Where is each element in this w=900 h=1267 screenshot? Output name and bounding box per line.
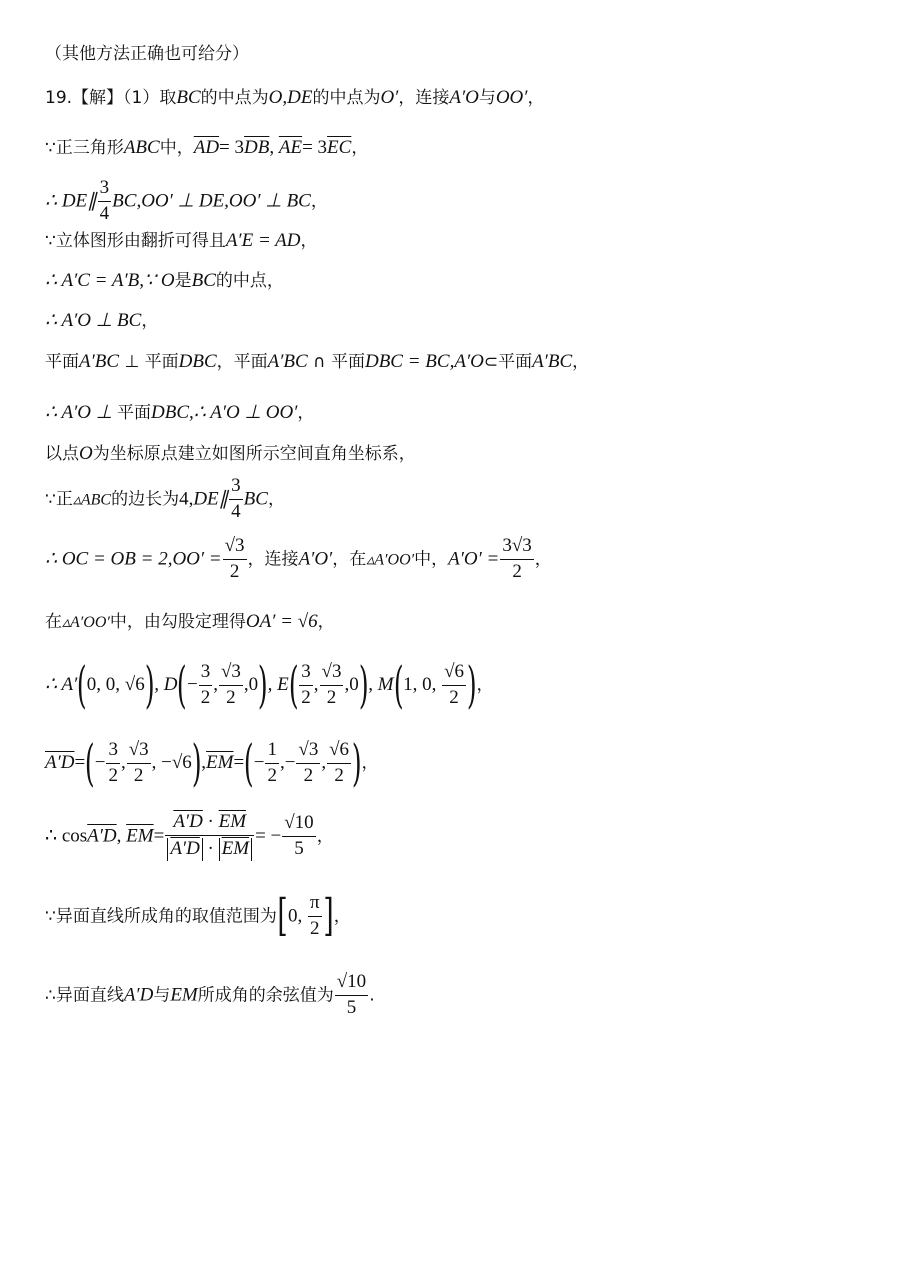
text: ， [267,489,285,510]
solution-line-7 [45,352,589,371]
solution-line-8 [45,403,314,422]
math: ∴ A′O ⊥ BC [45,310,142,331]
text: ， [351,138,369,158]
math: ▵ABC [72,491,112,509]
math: ABC [123,137,160,158]
math: = 3 [219,137,245,158]
fraction: $\frac{√3}{2}$ [220,660,241,708]
math: ∴ A′C = A′B,∵ O [45,270,175,291]
solution-line-2 [45,138,368,157]
solution-line-6 [45,311,158,330]
math: DBC [178,351,217,372]
vector: $\overline{AD}$ [193,137,220,158]
text: ，在 [332,549,367,570]
text: ， [310,191,328,212]
text: 中， [159,138,194,158]
text: ∩ 平面 [307,352,365,372]
fraction: $\frac{\pi}{2}$ [310,892,320,939]
vector: A′D [87,825,117,847]
text: 与 [478,88,496,108]
text: 是 [174,271,192,291]
math: A′D [123,984,154,1006]
text: 与 [153,985,171,1006]
math: EM [170,984,198,1006]
math: ∴ OC = OB = 2,OO′ = [45,548,222,570]
text: 所成角的余弦值为 [197,985,334,1006]
text: ∵立体图形由翻折可得且 [45,231,226,251]
math: A′BC [532,351,573,372]
text: ， [297,403,315,423]
vectors-line: A′D=(− $\frac{3}{2}$ , $\frac{√3}{2}$ , $-√6),\overline{EM}=(-$ $\frac{1}{2}$ ,− $\frac{√3}{2}$ , $\frac{√6}{2}$ )， [45,734,379,792]
math: BC [176,87,201,108]
math: OA′ = √6 [245,611,318,632]
text: ∵异面直线所成角的取值范围为 [45,906,277,927]
text: 中，由勾股定理得 [109,612,246,632]
fraction: $\frac{√6}{2}$ [444,660,465,708]
text: ，连接 [247,549,299,570]
math: ▵A′OO′ [62,614,110,631]
math: O [79,443,93,464]
math: A′E = AD [225,230,301,251]
fraction: $\frac{3}{2}$ [301,660,311,708]
math: ∴ DE∥ [45,190,97,212]
solution-line-9 [45,444,416,463]
fraction: $\frac{√6}{2}$ [329,738,350,786]
solution-line-10 [45,476,285,523]
solution-line-3 [45,178,328,225]
fraction: $\frac{3}{4}$ [99,177,110,224]
text: 中， [414,549,449,570]
fraction: $\frac{3}{2}$ [200,660,211,708]
text: ， [534,549,552,570]
fraction: $\frac{3}{2}$ [108,738,118,786]
fraction: $\frac{1}{2}$ [267,738,277,786]
math: DBC,∴ A′O ⊥ OO′ [151,402,298,423]
text: ， [317,612,335,632]
text: 的中点为 [312,88,381,108]
coordinates-line: ∴ A′(0, 0, √6), D(− $\frac{3}{2}$ , $\frac{√3}{2}$ ,0), E( $\frac{3}{2}$ , $\frac{√3}{2}$ ,0), M(1, 0, $\frac{√6}{2}$ )， [45,656,494,714]
vector: $\overline{DB}$ [244,137,270,158]
range-line: ∵异面直线所成角的取值范围为[0, $\frac{\pi}{2}$ ]， [45,890,351,942]
math: A′BC [267,351,308,372]
fraction: $\frac{√3}{2}$ [128,738,149,786]
cosine-line: ∴ cosA′D, $\overline{EM}=$ $\frac{A'D \cdot \overline{EM}}{A'D \cdot \overline{EM}}$ = − $\frac{√10}{5}$ ， [45,811,334,859]
text: 平面 [117,403,152,423]
solution-line-12 [45,612,335,631]
math: O,DE [268,87,313,108]
math: DBC = BC,A′O [364,351,484,372]
text: ∵正 [45,489,73,510]
math: BC,OO′ ⊥ DE,OO′ ⊥ BC [112,190,311,212]
fraction: $\frac{√3}{2}$ [321,660,342,708]
text: 为坐标原点建立如图所示空间直角坐标系， [92,444,416,464]
solution-line-11 [45,536,552,583]
fraction: $\frac{A'D \cdot \overline{EM}}{A'D \cdot \overline{EM}}$ [165,812,254,861]
text: ⊥ 平面 [119,352,179,372]
vector: $\overline{AE}$ [278,137,303,158]
note-line [45,46,249,63]
note-text: （其他方法正确也可给分） [45,44,249,64]
problem-header: 19.【解】（1）取 [45,88,177,108]
math: BC [243,488,268,510]
text: ∴异面直线 [45,985,124,1006]
text: 以点 [45,444,79,464]
math: A′O [449,87,479,108]
text: ， [300,231,318,251]
fraction: $\frac{3}{4}$ [231,475,241,522]
text: 的中点， [215,271,284,291]
text: 在 [45,612,62,632]
vector: $\overline{EM}$ [206,752,234,773]
conclusion-line: ∴异面直线A′D与EM所成角的余弦值为 $\frac{√10}{5}$ . [45,971,375,1018]
text: 的边长为 [111,489,180,510]
vector: A′D [45,752,75,773]
math: OO′ [495,87,528,108]
solution-line-5 [45,271,284,290]
text: 的中点为 [200,88,269,108]
math: ▵A′OO′ [366,551,415,569]
text: ，平面 [216,352,268,372]
math: 4, [179,488,194,510]
fraction: $\frac{√10}{5}$ [336,971,367,1018]
text: ∵正三角形 [45,138,124,158]
text: ， [527,88,545,108]
text: ，连接 [398,88,450,108]
vector: $\overline{EC}$ [327,137,352,158]
text: ⊂平面 [483,352,533,372]
solution-line-4 [45,231,318,250]
solution-line-1 [45,88,544,107]
math: A′O′ [298,548,333,570]
math: A′BC [79,351,120,372]
math: ∴ A′O ⊥ [45,402,118,423]
math: DE∥ [193,488,229,510]
fraction: $\frac{√3}{2}$ [224,535,245,582]
vector: $\overline{EM}$ [126,825,154,847]
math: A′O′ = [448,548,500,570]
text: 平面 [45,352,79,372]
fraction: $\frac{√3}{2}$ [298,738,319,786]
fraction: $\frac{3√3}{2}$ [502,535,532,582]
math: = 3 [302,137,328,158]
text: ， [141,311,159,331]
math: O′ [380,87,399,108]
math: BC [191,270,216,291]
fraction: $\frac{√10}{5}$ [284,811,314,859]
math: , [269,137,279,158]
text: ， [572,352,590,372]
